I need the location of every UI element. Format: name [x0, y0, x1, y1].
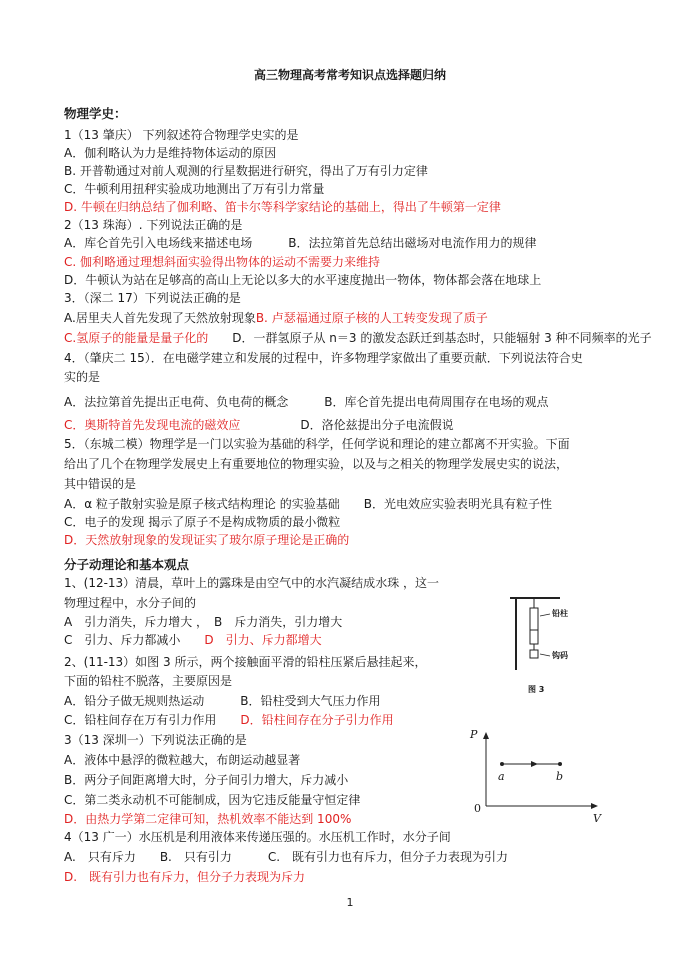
- text-line: 1（13 肇庆） 下列叙述符合物理学史实的是: [64, 128, 299, 142]
- text-line: 4．（肇庆二 15）．在电磁学建立和发展的过程中，许多物理学家做出了重要贡献．下列说法符合史: [64, 351, 583, 365]
- answer-line: D. 既有引力也有斥力，但分子力表现为斥力: [64, 870, 306, 884]
- lead-cylinder-diagram: [500, 590, 610, 700]
- text-line: 物理过程中，水分子间的: [64, 596, 197, 610]
- text-line: 4（13 广一）水压机是利用液体来传递压强的。水压机工作时，水分子间: [64, 830, 451, 844]
- text-line: [64, 311, 488, 326]
- answer-text: C.氢原子的能量是量子化的: [64, 331, 209, 345]
- lower-lead-cylinder: [530, 630, 538, 644]
- text-line: A. 只有斥力 B. 只有引力 C. 既有引力也有斥力，但分子力表现为引力: [64, 850, 509, 864]
- text-line: [64, 331, 652, 346]
- leader-line: [540, 654, 550, 656]
- option-text: A.居里夫人首先发现了天然放射现象: [64, 311, 256, 325]
- p-axis-label: P: [470, 728, 478, 741]
- text-line: A．铅分子做无规则热运动 B．铅柱受到大气压力作用: [64, 694, 381, 708]
- text-line: B．两分子间距离增大时，分子间引力增大，斥力减小: [64, 773, 349, 787]
- text-line: 3（13 深圳一）下列说法正确的是: [64, 733, 247, 747]
- answer-line: D. 牛顿在归纳总结了伽利略、笛卡尔等科学家结论的基础上，得出了牛顿第一定律: [64, 200, 501, 214]
- page-title: 高三物理高考常考知识点选择题归纳: [253, 68, 446, 82]
- text-line: [64, 713, 394, 728]
- text-line: 其中错误的是: [64, 477, 137, 491]
- answer-text: B. 卢瑟福通过原子核的人工转变发现了质子: [255, 311, 488, 325]
- text-line: A．液体中悬浮的微粒越大，布朗运动越显著: [64, 753, 301, 767]
- pv-axes: [466, 728, 606, 828]
- text-line: A 引力消失，斥力增大 ， B 斥力消失，引力增大: [64, 615, 343, 629]
- point-b-label: b: [556, 770, 564, 783]
- section-heading-history: 物理学史：: [64, 106, 127, 121]
- text-line: D．牛顿认为站在足够高的高山上无论以多大的水平速度抛出一物体，物体都会落在地球上: [64, 273, 542, 287]
- option-text: C 引力、斥力都减小: [64, 633, 205, 647]
- text-line: B. 开普勒通过对前人观测的行星数据进行研究，得出了万有引力定律: [64, 164, 428, 178]
- text-line: [64, 418, 454, 433]
- label-lead: 铅柱: [552, 609, 568, 618]
- origin-label: 0: [474, 802, 481, 815]
- text-line: 给出了几个在物理学发展史上有重要地位的物理实验，以及与之相关的物理学发展史实的说法，: [64, 457, 569, 471]
- answer-line: D．由热力学第二定律可知，热机效率不能达到 100%: [64, 812, 352, 826]
- page-number: 1: [346, 896, 354, 909]
- hook-weight: [530, 650, 538, 658]
- answer-text: C．奥斯特首先发现电流的磁效应: [64, 418, 241, 432]
- text-line: 下面的铅柱不脱落，主要原因是: [64, 674, 233, 688]
- text-line: A．库仑首先引入电场线来描述电场 B．法拉第首先总结出磁场对电流作用力的规律: [64, 236, 537, 250]
- option-text: D．洛伦兹提出分子电流假说: [240, 418, 454, 432]
- answer-line: D．天然放射现象的发现证实了玻尔原子理论是正确的: [64, 533, 350, 547]
- text-line: 3．（深二 17）下列说法正确的是: [64, 291, 241, 305]
- answer-line: C. 伽利略通过理想斜面实验得出物体的运动不需要力来维持: [64, 255, 381, 269]
- upper-lead-cylinder: [530, 608, 538, 630]
- figure-caption: 图 3: [528, 685, 545, 694]
- text-line: C．牛顿利用扭秤实验成功地测出了万有引力常量: [64, 182, 325, 196]
- text-line: C．电子的发现 揭示了原子不是构成物质的最小微粒: [64, 515, 341, 529]
- answer-text: D．铅柱间存在分子引力作用: [240, 713, 394, 727]
- text-line: 5．（东城二模）物理学是一门以实验为基础的科学，任何学说和理论的建立都离不开实验。下面: [64, 437, 570, 451]
- option-text: D．一群氢原子从 n＝3 的激发态跃迁到基态时，只能辐射 3 种不同频率的光子: [208, 331, 652, 345]
- text-line: 2（13 珠海）. 下列说法正确的是: [64, 218, 243, 232]
- text-line: A．α 粒子散射实验是原子核式结构理论 的实验基础 B．光电效应实验表明光具有粒子性: [64, 497, 552, 511]
- text-line: A．法拉第首先提出正电荷、负电荷的概念 B．库仑首先提出电荷周围存在电场的观点: [64, 395, 549, 409]
- p-axis-arrow: [483, 732, 489, 739]
- option-text: C．铅柱间存在万有引力作用: [64, 713, 241, 727]
- v-axis-label: V: [593, 812, 601, 825]
- point-a-label: a: [498, 770, 505, 783]
- leader-line: [540, 614, 550, 616]
- v-axis-arrow: [591, 803, 598, 809]
- figure-lead-cylinders: [500, 590, 610, 700]
- text-line: C．第二类永动机不可能制成，因为它违反能量守恒定律: [64, 793, 361, 807]
- text-line: [64, 633, 322, 648]
- text-line: A．伽利略认为力是维持物体运动的原因: [64, 146, 277, 160]
- section-heading-molecular: 分子动理论和基本观点: [64, 557, 190, 572]
- point-b: [558, 762, 562, 766]
- answer-text: D 引力、斥力都增大: [204, 633, 322, 647]
- label-weight: 钩码: [552, 651, 568, 660]
- text-line: 1、(12-13）清晨，草叶上的露珠是由空气中的水汽凝结成水珠 ，这一: [64, 576, 440, 590]
- process-arrow: [531, 761, 538, 767]
- text-line: 实的是: [64, 370, 101, 384]
- pv-diagram: [466, 728, 606, 828]
- text-line: 2、(11-13）如图 3 所示，两个接触面平滑的铅柱压紧后悬挂起来，: [64, 655, 427, 669]
- point-a: [500, 762, 504, 766]
